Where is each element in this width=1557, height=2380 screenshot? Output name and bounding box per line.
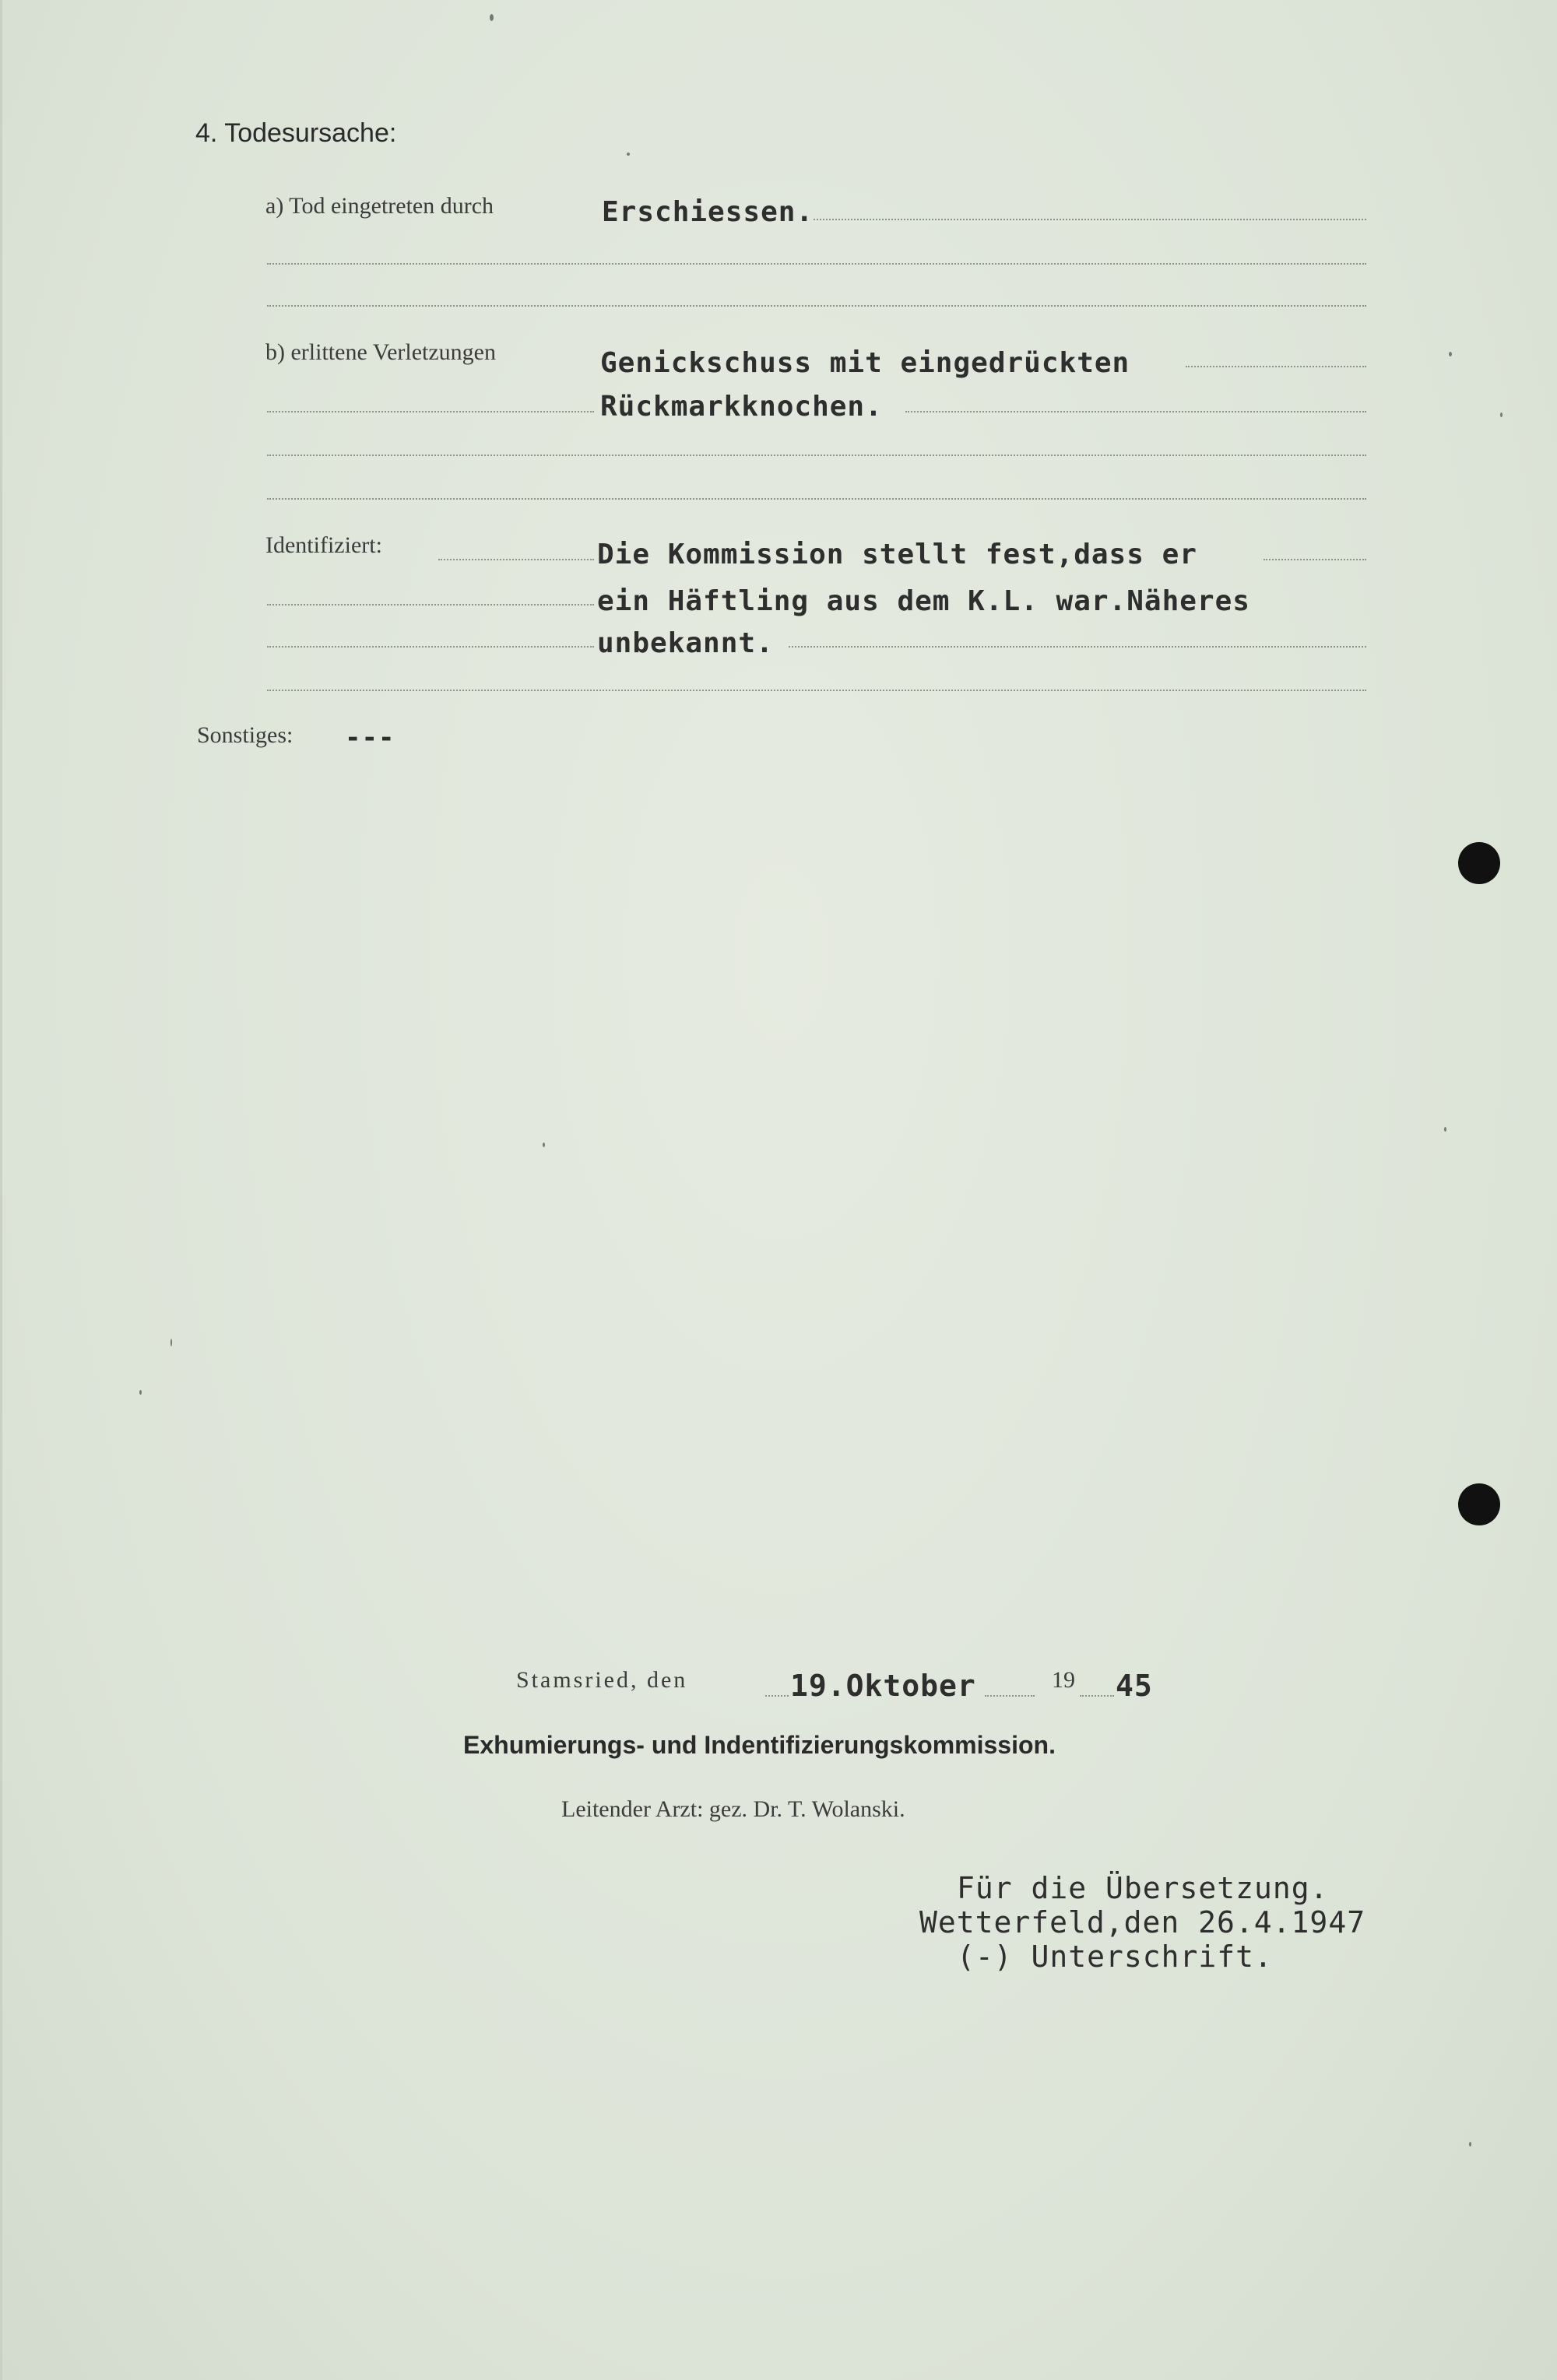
dotted-line <box>905 411 1366 412</box>
year-prefix: 19 <box>1052 1667 1075 1693</box>
cause-value: Erschiessen. <box>602 196 814 228</box>
dotted-line <box>814 219 1366 220</box>
speck <box>139 1390 142 1395</box>
dotted-line <box>267 263 1366 265</box>
translation-line1: Für die Übersetzung. <box>957 1871 1329 1905</box>
dotted-line <box>765 1695 789 1697</box>
other-label: Sonstiges: <box>197 722 293 748</box>
dotted-line <box>267 690 1366 691</box>
dotted-line <box>789 646 1366 648</box>
speck <box>1469 2142 1471 2147</box>
dotted-line <box>1186 366 1366 367</box>
speck <box>1444 1127 1446 1132</box>
punch-hole <box>1458 842 1500 884</box>
dotted-line <box>267 411 594 412</box>
place-label: Stamsried, den <box>516 1667 688 1693</box>
year-value: 45 <box>1116 1669 1153 1703</box>
punch-hole <box>1458 1483 1500 1525</box>
dotted-line <box>267 305 1366 307</box>
injuries-value-line2: Rückmarkknochen. <box>600 391 883 423</box>
dotted-line <box>267 646 594 648</box>
speck <box>627 153 630 156</box>
identified-line3: unbekannt. <box>597 627 774 659</box>
speck <box>490 14 494 21</box>
dotted-line <box>985 1695 1035 1697</box>
injuries-label: b) erlittene Verletzungen <box>265 339 496 365</box>
speck <box>1449 352 1452 356</box>
identified-line2: ein Häftling aus dem K.L. war.Näheres <box>597 585 1250 617</box>
cause-label: a) Tod eingetreten durch <box>265 193 494 219</box>
translation-line2: Wetterfeld,den 26.4.1947 <box>919 1905 1366 1939</box>
doctor-line: Leitender Arzt: gez. Dr. T. Wolanski. <box>561 1796 905 1822</box>
translation-line3: (-) Unterschrift. <box>957 1939 1273 1974</box>
dotted-line <box>267 455 1366 456</box>
dotted-line <box>1264 559 1366 560</box>
dotted-line <box>438 559 594 560</box>
speck <box>170 1339 172 1346</box>
dotted-line <box>267 498 1366 500</box>
identified-label: Identifiziert: <box>265 532 382 558</box>
speck <box>1500 412 1503 417</box>
dotted-line <box>1080 1695 1114 1697</box>
date-value: 19.Oktober <box>790 1669 976 1703</box>
section-heading: 4. Todesursache: <box>195 118 397 148</box>
other-value: --- <box>345 722 395 753</box>
dotted-line <box>267 604 594 606</box>
speck <box>543 1143 545 1147</box>
injuries-value-line1: Genickschuss mit eingedrückten <box>600 347 1130 379</box>
identified-line1: Die Kommission stellt fest,dass er <box>597 539 1197 570</box>
commission-name: Exhumierungs- und Indentifizierungskommission. <box>463 1731 1056 1759</box>
